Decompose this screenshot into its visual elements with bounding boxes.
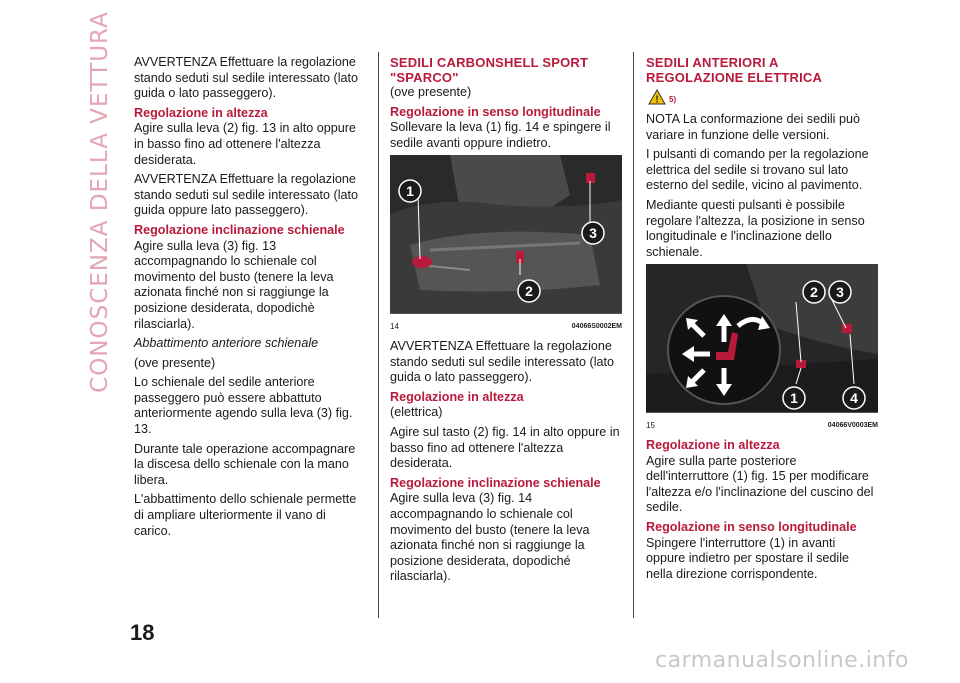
page-number: 18 [130, 620, 155, 645]
watermark: carmanualsonline.info [655, 648, 909, 673]
paragraph: Mediante questi pulsanti è possibile regolare l'altezza, la posizione in senso longitudinale e l'inclinazione dello schienale. [646, 197, 865, 259]
subheading-longitudinal: Regolazione in senso longitudinale [390, 104, 601, 119]
column-1 [134, 55, 366, 543]
warning-ref-number: 5) [669, 95, 677, 105]
subheading-height: Regolazione in altezza [390, 389, 524, 404]
warning-paragraph: AVVERTENZA Effettuare la regolazione stando seduti sul sedile interessato (lato guida oppure lato passeggero). [134, 172, 359, 218]
figure-caption [646, 420, 878, 432]
seat-controls-photo [646, 264, 878, 413]
warning-paragraph: AVVERTENZA Effettuare la regolazione stando seduti sul sedile interessato (lato guida o lato passeggero). [390, 338, 615, 385]
seat-photo [390, 155, 622, 314]
paragraph: Agire sulla parte posteriore dell'interruttore (1) fig. 15 per modificare l'altezza e/o l'inclinazione del cuscino del sedile. [646, 453, 874, 515]
subheading-longitudinal: Regolazione in senso longitudinale [646, 519, 857, 534]
figure-14 [390, 155, 622, 333]
subheading-backrest: Regolazione inclinazione schienale [134, 222, 345, 237]
callout-3-label: 3 [589, 225, 597, 242]
paragraph: Durante tale operazione accompagnare la discesa dello schienale con la mano libera. [134, 441, 356, 487]
figure-code: 04066S0002EM [571, 322, 622, 330]
column-divider-2 [633, 52, 634, 618]
paragraph: Lo schienale del sedile anteriore passeggero può essere abbattuto anteriormente agendo sulla leva (3) fig. 13. [134, 375, 353, 437]
note-paragraph: NOTA La conformazione dei sedili può variare in funzione delle versioni. [646, 112, 860, 142]
figure-code: 04066V0003EM [827, 421, 878, 429]
warning-reference [648, 88, 878, 106]
warning-icon [648, 89, 666, 105]
paragraph: Sollevare la leva (1) fig. 14 e spingere il sedile avanti oppure indietro. [390, 120, 611, 150]
section-heading-carbonshell: SEDILI CARBONSHELL SPORT "SPARCO" [390, 55, 589, 85]
column-2 [390, 55, 624, 589]
callout-1-label: 1 [790, 390, 798, 407]
callout-2-label: 2 [525, 283, 533, 300]
figure-15 [646, 264, 878, 432]
callout-2-label: 2 [810, 284, 818, 301]
callout-3-label: 3 [836, 284, 844, 301]
paragraph: Agire sulla leva (3) fig. 13 accompagnando lo schienale col movimento del busto (tenere la leva azionata finché non si raggiunge la posizione desiderata, dopodichè rilasciarla). [134, 238, 334, 331]
paragraph: (ove presente) [390, 85, 472, 99]
subheading-height: Regolazione in altezza [134, 105, 268, 120]
subheading-backrest: Regolazione inclinazione schienale [390, 475, 601, 490]
warning-paragraph: AVVERTENZA Effettuare la regolazione stando seduti sul sedile interessato (lato guida o lato passeggero). [134, 55, 359, 101]
paragraph: Agire sulla leva (3) fig. 14 accompagnando lo schienale col movimento del busto (tenere la leva azionata finché non si raggiunge la posizione desiderata, dopodiché rilasciarla). [390, 491, 590, 584]
paragraph: (elettrica) [390, 405, 443, 420]
callout-4-label: 4 [850, 390, 858, 407]
paragraph: I pulsanti di comando per la regolazione elettrica del sedile si trovano sul lato esterno del sedile, vicino al pavimento. [646, 147, 869, 193]
section-heading-electric-seats: SEDILI ANTERIORI A REGOLAZIONE ELETTRICA [646, 55, 823, 85]
paragraph: Agire sul tasto (2) fig. 14 in alto oppure in basso fino ad ottenere l'altezza desiderata. [390, 424, 620, 471]
paragraph: Spingere l'interruttore (1) in avanti oppure indietro per spostare il sedile nella direzione corrispondente. [646, 535, 850, 581]
svg-text:!: ! [655, 94, 659, 105]
paragraph: Agire sulla leva (2) fig. 13 in alto oppure in basso fino ad ottenere l'altezza desiderata. [134, 121, 356, 167]
figure-number: 14 [390, 321, 399, 331]
paragraph: L'abbattimento dello schienale permette di ampliare ulteriormente il vano di carico. [134, 492, 357, 538]
subheading-height: Regolazione in altezza [646, 437, 780, 452]
section-title-text: CONOSCENZA DELLA VETTURA [87, 11, 113, 393]
column-divider-1 [378, 52, 379, 618]
section-title [82, 11, 118, 393]
paragraph: (ove presente) [134, 355, 216, 370]
figure-caption [390, 321, 622, 333]
callout-1-label: 1 [406, 183, 414, 200]
column-3 [646, 55, 878, 586]
italic-subheading: Abbattimento anteriore schienale [134, 336, 319, 351]
figure-number: 15 [646, 420, 655, 430]
